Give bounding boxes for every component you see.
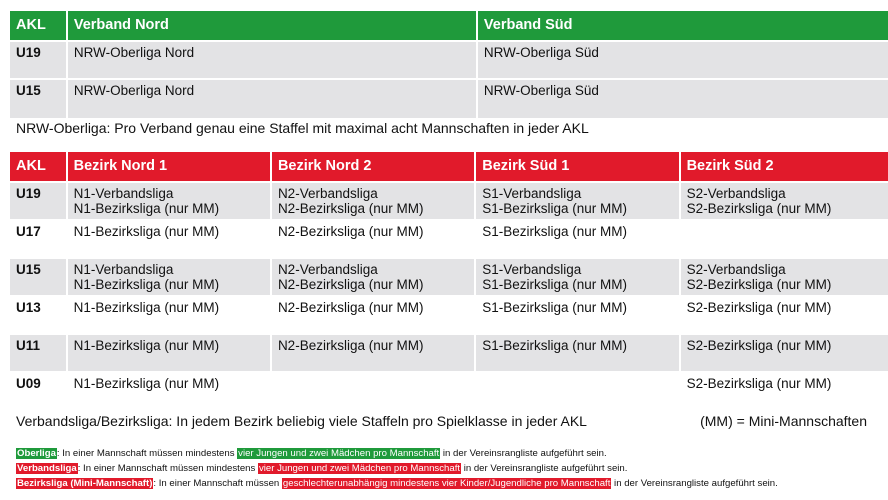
oberliga-note: NRW-Oberliga: Pro Verband genau eine Staffel mit maximal acht Mannschaften in jeder AKL (16, 120, 589, 136)
akl-cell: U15 (10, 80, 66, 118)
league-line: S1-Verbandsliga (482, 186, 582, 201)
table-header-row (10, 11, 888, 40)
header-akl: AKL (10, 11, 66, 40)
league-line: S1-Bezirksliga (nur MM) (482, 300, 628, 315)
header-bezirk-sued-2: Bezirk Süd 2 (681, 152, 888, 181)
header-bezirk-nord-2: Bezirk Nord 2 (272, 152, 474, 181)
legend-tag: Verbandsliga (17, 463, 77, 474)
header-verband-sued: Verband Süd (478, 11, 888, 40)
league-line: S1-Bezirksliga (nur MM) (482, 338, 628, 353)
league-cell (476, 259, 678, 295)
header-bezirk-nord-1: Bezirk Nord 1 (68, 152, 270, 181)
league-cell (272, 297, 474, 333)
league-line: N1-Verbandsliga (73, 186, 174, 201)
league-cell (681, 373, 888, 409)
mm-legend-note: (MM) = Mini-Mannschaften (700, 413, 867, 429)
verbandsliga-note: Verbandsliga/Bezirksliga: In jedem Bezirk beliebig viele Staffeln pro Spielklasse in jeder AKL (16, 413, 587, 429)
empty-cell (681, 221, 888, 257)
legend-highlight: vier Jungen und zwei Mädchen pro Mannschaft (258, 463, 461, 474)
league-line: N1-Bezirksliga (nur MM) (73, 224, 220, 239)
empty-cell (272, 373, 474, 409)
league-line: S2-Bezirksliga (nur MM) (686, 338, 832, 353)
akl-cell: U19 (10, 42, 66, 78)
table-row (10, 297, 888, 333)
league-cell (68, 183, 270, 219)
league-line: N1-Bezirksliga (nur MM) (73, 338, 220, 353)
league-line: N1-Verbandsliga (73, 262, 174, 277)
legend-tag: Bezirksliga (Mini-Mannschaft) (17, 478, 153, 489)
league-line: S1-Bezirksliga (nur MM) (482, 224, 628, 239)
verband-table (8, 9, 888, 120)
league-cell: NRW-Oberliga Nord (68, 80, 476, 118)
league-cell (681, 259, 888, 295)
league-cell (272, 335, 474, 371)
akl-cell: U19 (10, 183, 66, 219)
table-row (10, 221, 888, 257)
legend-text: : In einer Mannschaft müssen mindestens (56, 448, 238, 459)
legend-text: : In einer Mannschaft müssen mindestens (77, 463, 258, 474)
header-akl: AKL (10, 152, 66, 181)
table-row (10, 42, 888, 78)
league-line: N2-Bezirksliga (nur MM) (277, 300, 424, 315)
league-cell (68, 297, 270, 333)
league-line: N1-Bezirksliga (nur MM) (73, 300, 220, 315)
league-cell (681, 335, 888, 371)
league-line: N1-Bezirksliga (nur MM) (73, 376, 220, 391)
league-line: S2-Verbandsliga (686, 262, 786, 277)
legend-highlight: vier Jungen und zwei Mädchen pro Mannschaft (238, 448, 440, 459)
league-cell: NRW-Oberliga Süd (478, 42, 888, 78)
league-line: N2-Bezirksliga (nur MM) (277, 201, 424, 216)
legend-text: in der Vereinsrangliste aufgeführt sein. (461, 463, 628, 474)
league-cell (476, 221, 678, 257)
league-line: S2-Bezirksliga (nur MM) (686, 277, 832, 292)
league-cell (476, 297, 678, 333)
table-row (10, 373, 888, 409)
league-line: N1-Bezirksliga (nur MM) (73, 277, 220, 292)
league-line: S2-Verbandsliga (686, 186, 786, 201)
table-row (10, 335, 888, 371)
league-cell (476, 335, 678, 371)
league-line: S2-Bezirksliga (nur MM) (686, 300, 832, 315)
league-line: N2-Bezirksliga (nur MM) (277, 338, 424, 353)
table-row (10, 80, 888, 118)
legend-line-oberliga (16, 448, 607, 460)
league-line: S1-Verbandsliga (482, 262, 582, 277)
legend-line-verbandsliga (16, 463, 627, 475)
empty-cell (476, 373, 678, 409)
legend-highlight: geschlechterunabhängig mindestens vier Kinder/Jugendliche pro Mannschaft (282, 478, 611, 489)
league-cell (68, 259, 270, 295)
league-line: S1-Bezirksliga (nur MM) (482, 277, 628, 292)
table-row (10, 183, 888, 219)
league-line: S1-Bezirksliga (nur MM) (482, 201, 628, 216)
league-line: N2-Bezirksliga (nur MM) (277, 224, 424, 239)
league-line: N2-Verbandsliga (277, 186, 378, 201)
league-cell (476, 183, 678, 219)
legend-text: in der Vereinsrangliste aufgeführt sein. (440, 448, 607, 459)
league-cell: NRW-Oberliga Nord (68, 42, 476, 78)
league-cell (68, 335, 270, 371)
league-line: N2-Bezirksliga (nur MM) (277, 277, 424, 292)
league-cell (68, 221, 270, 257)
league-line: N2-Verbandsliga (277, 262, 378, 277)
league-cell (272, 259, 474, 295)
legend-text: : In einer Mannschaft müssen (153, 478, 282, 489)
akl-cell: U11 (10, 335, 66, 371)
league-line: N1-Bezirksliga (nur MM) (73, 201, 220, 216)
header-verband-nord: Verband Nord (68, 11, 476, 40)
league-cell (68, 373, 270, 409)
legend-line-bezirksliga (16, 478, 778, 490)
league-cell (272, 221, 474, 257)
akl-cell: U13 (10, 297, 66, 333)
header-bezirk-sued-1: Bezirk Süd 1 (476, 152, 678, 181)
akl-cell: U15 (10, 259, 66, 295)
legend-text: in der Vereinsrangliste aufgeführt sein. (611, 478, 778, 489)
league-cell (272, 183, 474, 219)
league-line: S2-Bezirksliga (nur MM) (686, 201, 832, 216)
akl-cell: U09 (10, 373, 66, 409)
league-cell (681, 297, 888, 333)
league-cell (681, 183, 888, 219)
bezirk-table (8, 150, 888, 411)
table-header-row (10, 152, 888, 181)
table-row (10, 259, 888, 295)
league-line: S2-Bezirksliga (nur MM) (686, 376, 832, 391)
akl-cell: U17 (10, 221, 66, 257)
league-cell: NRW-Oberliga Süd (478, 80, 888, 118)
legend-tag: Oberliga (17, 448, 56, 459)
